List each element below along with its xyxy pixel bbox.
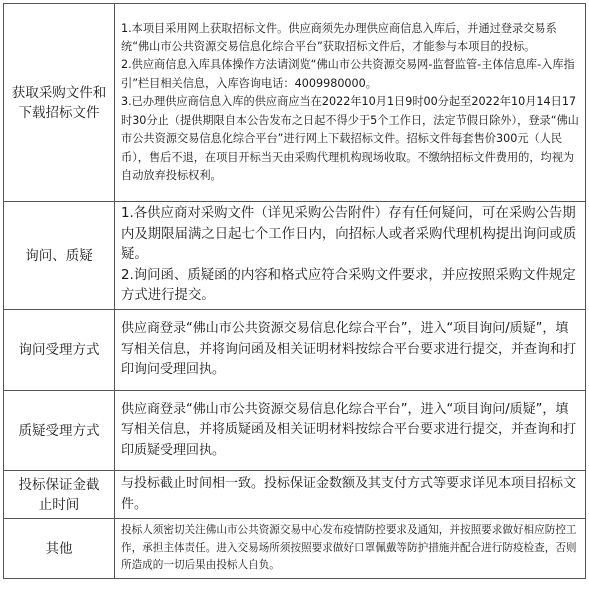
paragraph-inquiry-acceptance: 供应商登录“佛山市公共资源交易信息化综合平台”，进入“项目询问/质疑”，填写相关信息，并将询问函及相关证明材料按综合平台要求进行提交，并查询和打印询问受理回执。 bbox=[121, 321, 577, 378]
table-row-inquiry-acceptance bbox=[4, 310, 586, 391]
row-label-text: 询问、质疑 bbox=[25, 247, 93, 264]
row-label-text: 投标保证金截止时间 bbox=[18, 476, 100, 513]
row-content-challenge-acceptance bbox=[115, 391, 586, 471]
row-label-text: 询问受理方式 bbox=[18, 342, 100, 358]
row-label-obtain-documents bbox=[4, 4, 115, 202]
paragraph-epidemic-prevention: 投标人须密切关注佛山市公共资源交易中心发布疫情防控要求及通知，并按照要求做好相应防控工作，承担主体责任。进入交易场所须按照要求做好口罩佩戴等防护措施并配合进行防疫检查，否则所造成的一切后果由投标人自负。 bbox=[121, 524, 577, 572]
row-label-text: 其他 bbox=[45, 540, 73, 557]
paragraph-inquiry-rules: 1.各供应商对采购文件（详见采购公告附件）存有任何疑问，可在采购公告期内及期限届满之日起七个工作日内，向招标人或者采购代理机构提出询问或质疑。 bbox=[121, 206, 577, 263]
paragraph-supplier-registration: 2.供应商信息入库具体操作方法请浏览“佛山市公共资源交易网-监督监管-主体信息库-入库指引”栏目相关信息，入库咨询电话：4009980000。 bbox=[121, 58, 575, 90]
tender-info-table bbox=[3, 3, 586, 579]
row-label-text: 获取采购文件和下载招标文件 bbox=[11, 84, 107, 121]
row-label-text: 质疑受理方式 bbox=[18, 422, 100, 439]
table-row-challenge-acceptance bbox=[4, 391, 586, 471]
row-content-obtain-documents bbox=[115, 4, 586, 202]
row-content-inquiry-acceptance bbox=[115, 310, 586, 391]
paragraph-format-rules: 2.询问函、质疑函的内容和格式应符合采购文件要求，并应按照采购文件规定方式进行提交。 bbox=[121, 267, 576, 304]
paragraph-download-period: 3.已办理供应商信息入库的供应商应当在2022年10月1日9时00分起至2022年10月14日17时30分止（提供期限自本公告发布之日起不得少于5个工作日，法定节假日除外），登录“佛山市公共资源交易信息化综合平台”进行网上下载招标文件。招标文件每套售价300元（人民币），售后不退，在项目开标当天由采购代理机构现场收取。不缴纳招标文件费用的，均视为自动放弃投标权利。 bbox=[121, 95, 579, 182]
row-label-deposit-deadline bbox=[4, 471, 115, 519]
row-content-deposit-deadline bbox=[115, 471, 586, 519]
row-label-other bbox=[4, 519, 115, 579]
row-label-inquiry-acceptance bbox=[4, 310, 115, 391]
table-row-other bbox=[4, 519, 586, 579]
paragraph-online-acquisition: 1.本项目采用网上获取招标文件。供应商须先办理供应商信息入库后，并通过登录交易系统“佛山市公共资源交易信息化综合平台”获取招标文件后，才能参与本项目的投标。 bbox=[121, 21, 557, 54]
row-content-inquiry-challenge bbox=[115, 202, 586, 310]
table-row-obtain-documents bbox=[4, 4, 586, 202]
paragraph-deposit-deadline: 与投标截止时间相一致。投标保证金数额及其支付方式等要求详见本项目招标文件。 bbox=[121, 476, 577, 512]
row-content-other bbox=[115, 519, 586, 579]
paragraph-challenge-acceptance: 供应商登录“佛山市公共资源交易信息化综合平台”，进入“项目询问/质疑”，填写相关信息，并将质疑函及相关证明材料按综合平台要求进行提交，并查询和打印质疑受理回执。 bbox=[121, 401, 577, 458]
table-row-deposit-deadline bbox=[4, 471, 586, 519]
row-label-inquiry-challenge bbox=[4, 202, 115, 310]
row-label-challenge-acceptance bbox=[4, 391, 115, 471]
table-row-inquiry-challenge bbox=[4, 202, 586, 310]
